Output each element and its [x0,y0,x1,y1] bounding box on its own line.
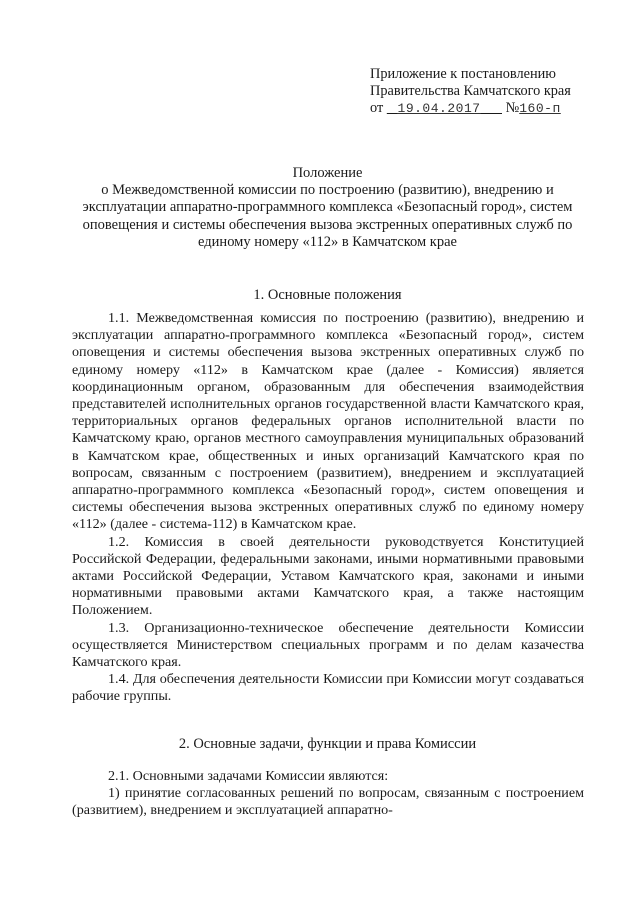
paragraph-2-1-item-1: 1) принятие согласованных решений по вопросам, связанным с построением (развитием), внедрением и эксплуатацией аппаратно- [72,785,584,819]
section-1-heading: 1. Основные положения [253,287,402,303]
appendix-date-line [370,100,630,117]
section-2-heading: 2. Основные задачи, функции и права Комиссии [178,736,477,752]
from-label: от [370,100,384,116]
paragraph-1-2: 1.2. Комиссия в своей деятельности руководствуется Конституцией Российской Федерации, федеральными законами, иными нормативными правовыми актами Российской Федерации, Уставом Камчатского края, законами и иными нормативными правовыми актами Камчатского края, а также настоящим Положением. [72,533,584,619]
handwritten-date: 19.04.2017 [397,101,481,116]
handwritten-number: 160-п [519,101,561,116]
appendix-line-1: Приложение к постановлению [370,66,556,82]
appendix-line-2: Правительства Камчатского края [370,83,571,99]
title-heading: Положение [292,165,363,181]
appendix-header [370,66,630,117]
section-1-body [72,310,584,706]
number-label: № [505,100,520,116]
document-title [75,165,580,251]
paragraph-1-1: 1.1. Межведомственная комиссия по построению (развитию), внедрению и эксплуатации аппаратно-программного комплекса «Безопасный город», систем оповещения и системы обеспечения вызова экстренных оперативных служб по единому номеру «112» в Камчатском крае (далее - Комиссия) является координационным органом, образованным для обеспечения взаимодействия представителей исполнительных органов государственной власти Камчатского края, территориальных органов федеральных органов исполнительной власти по Камчатскому краю, органов местного самоуправления муниципальных образований в Камчатском крае, общественных и иных организаций Камчатского края по вопросам, связанным с построением (развитием), внедрением и эксплуатацией аппаратно-программного комплекса «Безопасный город», систем оповещения и системы обеспечения вызова экстренных оперативных служб по единому номеру «112» (далее - система-112) в Камчатском крае. [72,310,584,533]
paragraph-1-4: 1.4. Для обеспечения деятельности Комиссии при Комиссии могут создаваться рабочие группы. [72,671,584,705]
section-2-body [72,768,584,820]
paragraph-1-3: 1.3. Организационно-техническое обеспечение деятельности Комиссии осуществляется Министерством специальных программ и по делам казачества Камчатского края. [72,619,584,671]
paragraph-2-1: 2.1. Основными задачами Комиссии являются: [108,768,389,784]
title-subtitle: о Межведомственной комиссии по построению (развитию), внедрению и эксплуатации аппаратно-программного комплекса «Безопасный город», систем оповещения и системы обеспечения вызова экстренных оперативных служб по единому номеру «112» в Камчатском крае [82,182,573,250]
